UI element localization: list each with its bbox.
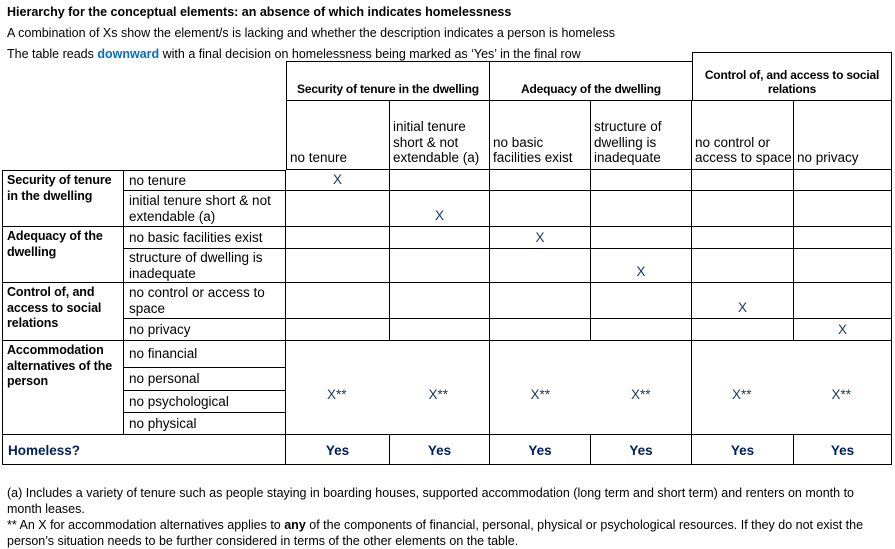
matrix-cell-r1c4	[591, 170, 692, 191]
decision-value-3: Yes	[490, 435, 591, 465]
matrix-cell-r4c6	[794, 249, 892, 283]
matrix-cell-r4c1	[286, 249, 390, 283]
matrix-cell-r1c6	[794, 170, 892, 191]
column-group-security-of-tenure: Security of tenure in the dwelling	[286, 61, 490, 101]
matrix-cell-r5c4	[591, 283, 692, 319]
matrix-cell-r1c3	[490, 170, 591, 191]
column-group-control-access: Control of, and access to social relations	[692, 52, 892, 101]
decision-value-1: Yes	[286, 435, 390, 465]
downward-highlight: downward	[97, 47, 160, 61]
column-group-adequacy: Adequacy of the dwelling	[490, 61, 692, 101]
matrix-cell-r6c5	[692, 319, 794, 341]
criterion-no-control-access: no control or access to space	[124, 283, 286, 319]
matrix-cell-r4c2	[390, 249, 490, 283]
criterion-no-psychological: no psychological	[124, 391, 286, 413]
footnotes	[7, 485, 887, 549]
matrix-cell-r1c2	[390, 170, 490, 191]
matrix-cell-r2c1	[286, 191, 390, 227]
matrix-cell-r5c2	[390, 283, 490, 319]
matrix-cell-r2c2: X	[390, 191, 490, 227]
row-group-adequacy: Adequacy of the dwelling	[2, 227, 124, 283]
row-group-security-of-tenure: Security of tenure in the dwelling	[2, 170, 124, 227]
row-group-control-access: Control of, and access to social relations	[2, 283, 124, 341]
decision-row-label: Homeless?	[2, 435, 286, 465]
matrix-cell-r6c4	[591, 319, 692, 341]
intro-line-3-prefix: The table reads	[7, 47, 98, 61]
accommodation-marks-control-group	[692, 341, 892, 435]
matrix-cell-r3c4	[591, 227, 692, 249]
footnote-b-prefix: ** An X for accommodation alternatives applies to	[7, 518, 285, 532]
matrix-cell-r1c1: X	[286, 170, 390, 191]
matrix-cell-r4c4: X	[591, 249, 692, 283]
intro-line-2: A combination of Xs show the element/s is lacking and whether the description indicates a person is homeless	[7, 26, 615, 40]
matrix-cell-r6c1	[286, 319, 390, 341]
footnote-b	[7, 517, 887, 549]
criterion-no-personal: no personal	[124, 368, 286, 391]
decision-value-5: Yes	[692, 435, 794, 465]
hierarchy-table	[2, 52, 893, 465]
matrix-cell-r3c3: X	[490, 227, 591, 249]
column-header-no-tenure: no tenure	[286, 101, 390, 170]
matrix-cell-r2c5	[692, 191, 794, 227]
matrix-cell-r3c2	[390, 227, 490, 249]
matrix-cell-r5c3	[490, 283, 591, 319]
accommodation-mark-5: X**	[731, 386, 752, 402]
accommodation-mark-3: X**	[530, 386, 550, 402]
criterion-no-physical: no physical	[124, 413, 286, 435]
matrix-cell-r2c3	[490, 191, 591, 227]
matrix-cell-r5c1	[286, 283, 390, 319]
matrix-cell-r4c3	[490, 249, 591, 283]
matrix-cell-r2c4	[591, 191, 692, 227]
footnote-b-bold-word: any	[284, 518, 306, 532]
matrix-cell-r4c5	[692, 249, 794, 283]
matrix-cell-r6c3	[490, 319, 591, 341]
footnote-b-suffix: of the components of financial, personal, physical or psychological resources. If they do not exist the person’s situation needs to be further considered in terms of the other elements on the table.	[7, 518, 864, 548]
column-header-initial-tenure: initial tenure short & not extendable (a)	[390, 101, 490, 170]
row-group-accommodation-alternatives: Accommodation alternatives of the person	[2, 341, 124, 435]
criterion-structure-inadequate: structure of dwelling is inadequate	[124, 249, 286, 283]
matrix-cell-r3c5	[692, 227, 794, 249]
criterion-no-basic-facilities: no basic facilities exist	[124, 227, 286, 249]
matrix-cell-r2c6	[794, 191, 892, 227]
criterion-no-privacy: no privacy	[124, 319, 286, 341]
criterion-initial-tenure: initial tenure short & not extendable (a)	[124, 191, 286, 227]
accommodation-mark-1: X**	[326, 386, 347, 402]
criterion-no-tenure: no tenure	[124, 170, 286, 191]
matrix-cell-r3c6	[794, 227, 892, 249]
intro-line-3-suffix: with a final decision on homelessness being marked as ‘Yes’ in the final row	[159, 47, 581, 61]
matrix-cell-r1c5	[692, 170, 794, 191]
column-header-no-control-access: no control or access to space	[692, 101, 794, 170]
column-header-no-privacy: no privacy	[794, 101, 892, 170]
matrix-cell-r5c5: X	[692, 283, 794, 319]
accommodation-mark-2: X**	[428, 386, 448, 402]
decision-value-6: Yes	[794, 435, 892, 465]
matrix-cell-r3c1	[286, 227, 390, 249]
accommodation-mark-4: X**	[630, 386, 651, 402]
matrix-cell-r6c6: X	[794, 319, 892, 341]
matrix-cell-r5c6	[794, 283, 892, 319]
footnote-a: (a) Includes a variety of tenure such as people staying in boarding houses, supported accommodation (long term and short term) and renters on month to month leases.	[7, 486, 854, 516]
criterion-no-financial: no financial	[124, 341, 286, 368]
decision-value-4: Yes	[591, 435, 692, 465]
accommodation-marks-adequacy-group	[490, 341, 692, 435]
matrix-cell-r6c2	[390, 319, 490, 341]
accommodation-mark-6: X**	[831, 386, 851, 402]
accommodation-marks-security-group	[286, 341, 490, 435]
decision-value-2: Yes	[390, 435, 490, 465]
page-title: Hierarchy for the conceptual elements: an absence of which indicates homelessness	[7, 5, 512, 19]
column-header-structure-inadequate: structure of dwelling is inadequate	[591, 101, 692, 170]
column-header-no-basic-facilities: no basic facilities exist	[490, 101, 591, 170]
